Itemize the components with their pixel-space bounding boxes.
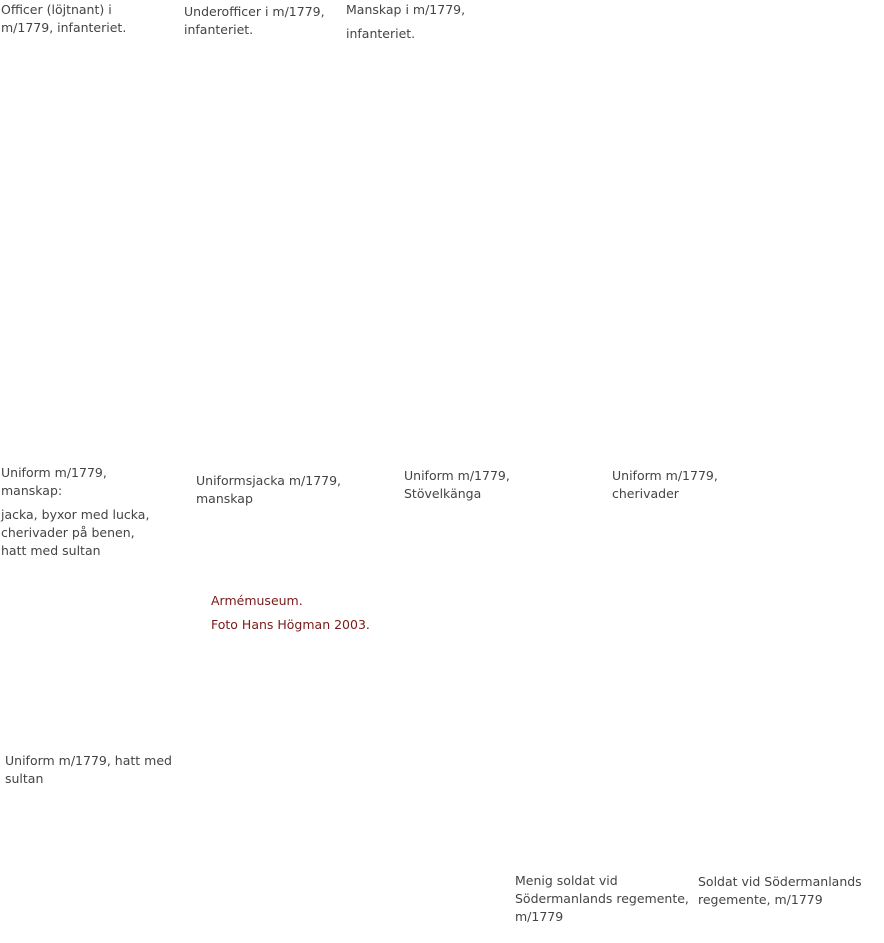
caption-hatt-med-sultan — [5, 752, 185, 788]
caption-cherivader-text: Uniform m/1779, cherivader — [612, 468, 718, 501]
caption-soldat — [698, 873, 873, 909]
caption-manskap — [346, 1, 516, 43]
credit-museum: Armémuseum. — [211, 593, 303, 608]
photo-credit — [211, 592, 411, 634]
caption-underofficer-text: Underofficer i m/1779, infanteriet. — [184, 4, 325, 37]
caption-underofficer — [184, 3, 334, 39]
caption-hatt-med-sultan-text: Uniform m/1779, hatt med sultan — [5, 753, 172, 786]
caption-stovelkanga-text: Uniform m/1779, Stövelkänga — [404, 468, 510, 501]
credit-photo: Foto Hans Högman 2003. — [211, 617, 370, 632]
caption-uniformsjacka — [196, 472, 356, 508]
caption-menig-soldat — [515, 872, 690, 926]
caption-officer — [1, 1, 166, 37]
caption-menig-soldat-text: Menig soldat vid Södermanlands regemente, m/1779 — [515, 873, 689, 924]
caption-stovelkanga — [404, 467, 544, 503]
caption-uniform-manskap — [1, 464, 161, 560]
caption-manskap-line1: Manskap i m/1779, — [346, 2, 466, 17]
caption-officer-text: Officer (löjtnant) i m/1779, infanteriet. — [1, 2, 127, 35]
caption-uniform-manskap-desc: jacka, byxor med lucka, cherivader på benen, hatt med sultan — [1, 507, 150, 558]
caption-uniform-manskap-title: Uniform m/1779, manskap: — [1, 465, 107, 498]
caption-cherivader — [612, 467, 752, 503]
caption-soldat-text: Soldat vid Södermanlands regemente, m/1779 — [698, 874, 862, 907]
caption-manskap-line2: infanteriet. — [346, 26, 416, 41]
caption-uniformsjacka-text: Uniformsjacka m/1779, manskap — [196, 473, 342, 506]
